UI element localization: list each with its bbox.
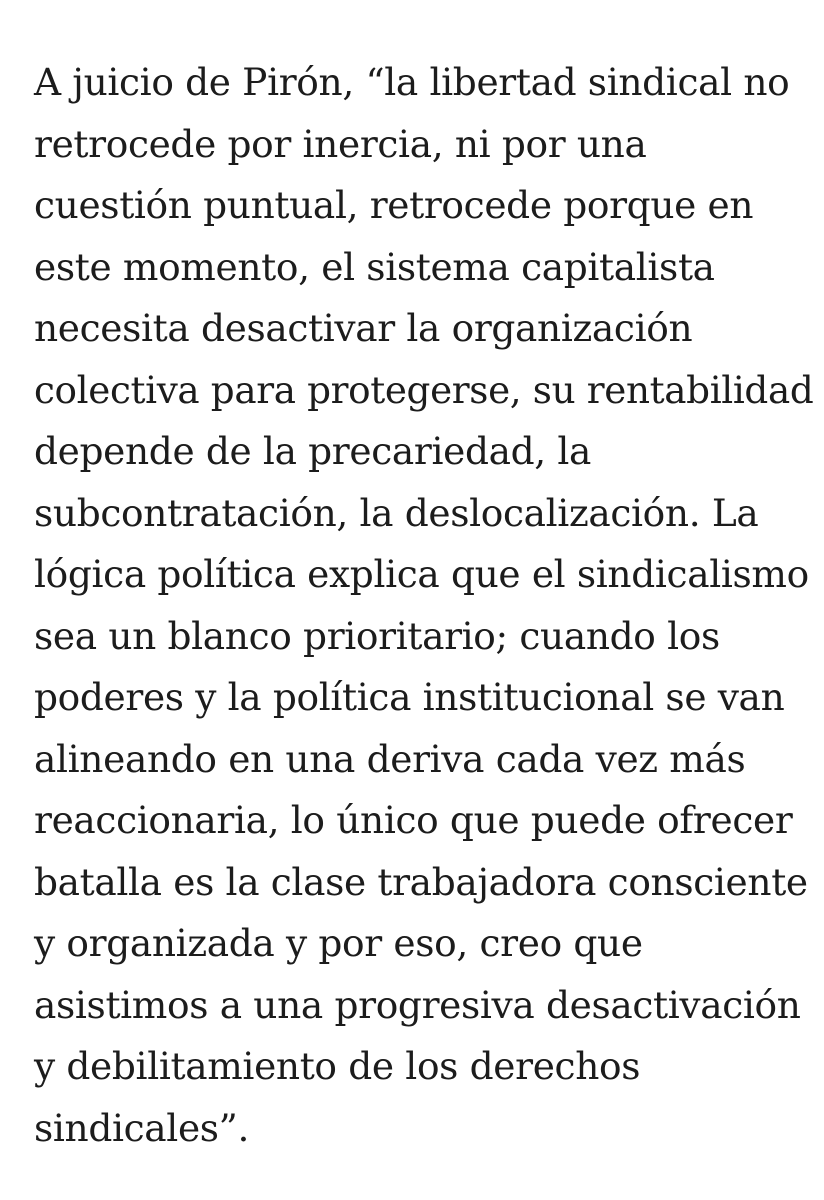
paragraph-line: retrocede por inercia, ni por una [34,121,647,166]
paragraph-line: colectiva para protegerse, su rentabilidad [34,367,814,412]
paragraph-line: sindicales”. [34,1105,250,1150]
paragraph-line: subcontratación, la deslocalización. La [34,490,759,535]
paragraph-line: batalla es la clase trabajadora consciente [34,859,808,904]
paragraph-line: lógica política explica que el sindicalismo [34,552,809,596]
paragraph-line: este momento, el sistema capitalista [34,244,715,289]
paragraph-line: reaccionaria, lo único que puede ofrecer [34,798,793,842]
paragraph-line: alineando en una deriva cada vez más [34,736,746,781]
paragraph-line: depende de la precariedad, la [34,429,592,473]
paragraph-line: y organizada y por eso, creo que [34,921,643,965]
article-paragraph [34,52,814,1159]
paragraph-line: poderes y la política institucional se van [34,675,785,719]
paragraph-line: A juicio de Pirón, “la libertad sindical no [34,60,790,104]
paragraph-line: sea un blanco prioritario; cuando los [34,613,720,658]
paragraph-line: y debilitamiento de los derechos [34,1044,641,1088]
paragraph-line: necesita desactivar la organización [34,306,693,350]
paragraph-line: cuestión puntual, retrocede porque en [34,183,754,227]
paragraph-line: asistimos a una progresiva desactivación [34,982,801,1027]
